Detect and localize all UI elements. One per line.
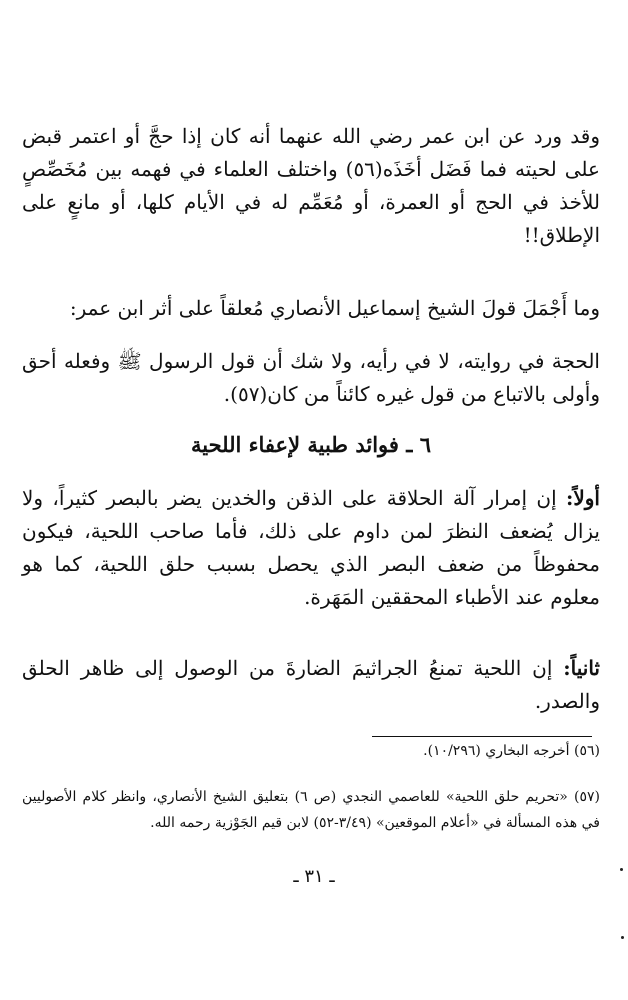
paragraph-ansari-quote: الحجة في روايته، لا في رأيه، ولا شك أن قول الرسول ﷺ وفعله أحق وأولى بالاتباع من قول غيره كائناً من كان(٥٧).: [22, 349, 600, 406]
point-first-lead: أولاً:: [565, 486, 600, 510]
page-number: ـ ٣١ ـ: [293, 866, 335, 887]
point-second-lead: ثانياً:: [563, 656, 600, 680]
point-first: [22, 482, 600, 614]
point-second-text: إن اللحية تمنعُ الجراثيمَ الضارةَ من الوصول إلى ظاهر الحلق والصدر.: [22, 656, 600, 713]
point-second: [22, 652, 600, 718]
section-heading: ٦ ـ فوائد طبية لإعفاء اللحية: [191, 432, 431, 457]
point-first-text: إن إمرار آلة الحلاقة على الذقن والخدين يضر بالبصر كثيراً، ولا يزال يُضعف النظرَ لمن داوم على ذلك، فأما صاحب اللحية، فيكون محفوظاً من ضعف البصر الذي يحصل بسبب حلق اللحية، كما هو معلوم عند الأطباء المحققين المَهَرة.: [22, 486, 600, 609]
footnote-divider: [372, 736, 592, 737]
paragraph-ansari-intro: وما أَجْمَلَ قولَ الشيخ إسماعيل الأنصاري مُعلقاً على أثر ابن عمر:: [69, 296, 600, 320]
paragraph-ibn-umar-narration: وقد ورد عن ابن عمر رضي الله عنهما أنه كان إذا حجَّ أو اعتمر قبض على لحيته فما فَضَل أخَذَه(٥٦) واختلف العلماء في فهمه بين مُخَصِّصٍ للأخذ في الحج أو العمرة، أو مُعَمِّم له في الأيام كلها، أو مانعٍ على الإطلاق!!: [22, 124, 600, 247]
footnote-56: (٥٦) أخرجه البخاري (١٠/٢٩٦).: [423, 743, 600, 759]
footnote-57: (٥٧) «تحريم حلق اللحية» للعاصمي النجدي (ص ٦) بتعليق الشيخ الأنصاري، وانظر كلام الأصوليين في هذه المسألة في «أعلام الموقعين» (٣/٤٩-٥٢) لابن قيم الجَوْزية رحمه الله.: [22, 789, 601, 831]
speck-mark: [620, 868, 623, 871]
speck-mark: [621, 936, 624, 939]
